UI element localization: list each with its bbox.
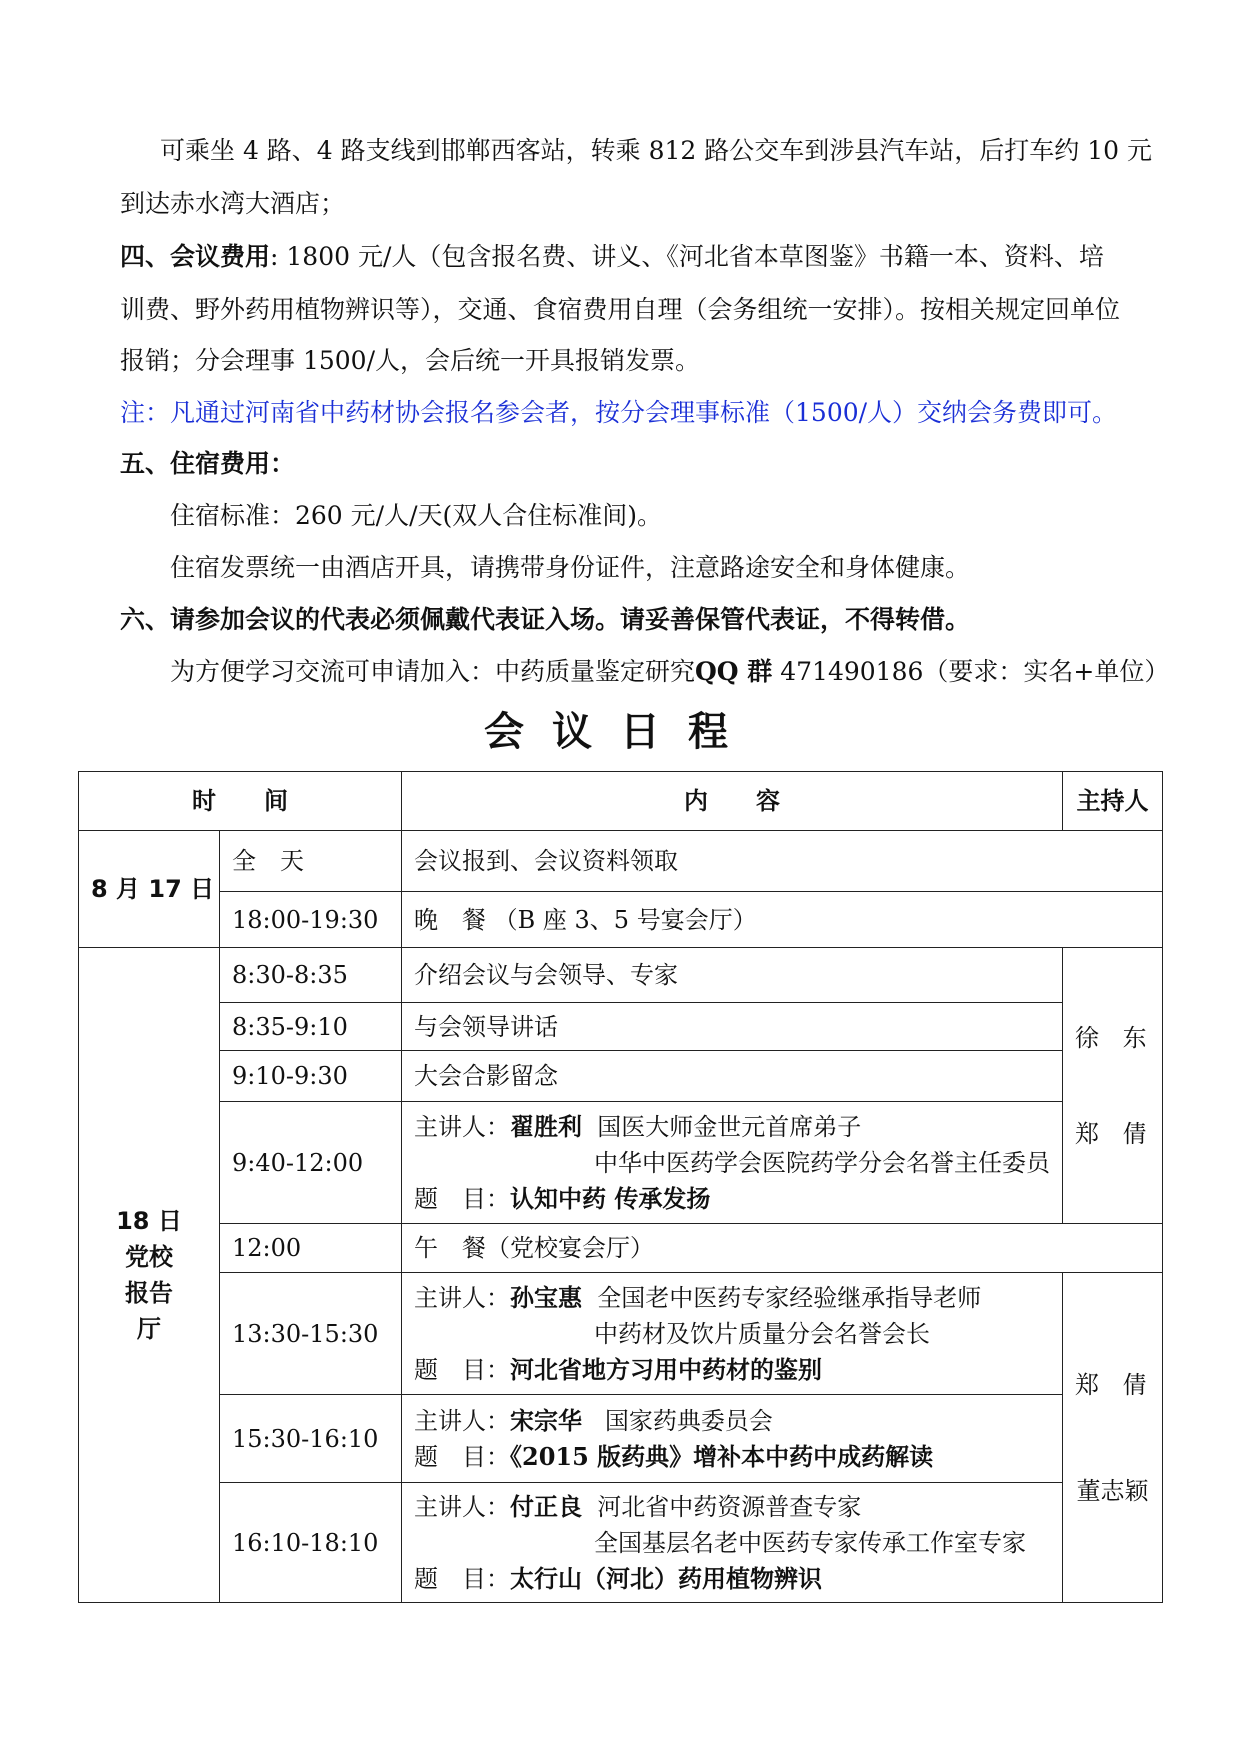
transport-line-1: 可乘坐 4 路、4 路支线到邯郸西客站，转乘 812 路公交车到涉县汽车站，后打车约 10 元 [160,136,1152,165]
topic: 河北省地方习用中药材的鉴别 [510,1354,822,1384]
topic-label: 题 目： [414,1564,510,1593]
lecture-cell [402,1273,1063,1395]
header-host: 主持人 [1063,772,1163,831]
content-cell: 晚 餐 （B 座 3、5 号宴会厅） [402,892,1163,948]
table-row [79,831,1163,892]
time-cell: 15:30-16:10 [220,1395,402,1483]
fee-text: : 1800 元/人（包含报名费、讲义、《河北省本草图鉴》书籍一本、资料、培 [270,242,1104,271]
time-cell: 16:10-18:10 [220,1483,402,1603]
speaker-name: 付正良 [510,1491,582,1521]
table-row [79,1051,1163,1102]
fee-note: 注：凡通过河南省中药材协会报名参会者，按分会理事标准（1500/人）交纳会务费即可。 [120,398,1118,427]
speaker-title: 全国老中医药专家经验继承指导老师 [597,1283,982,1312]
lodging-standard: 住宿标准：260 元/人/天(双人合住标准间)。 [170,501,663,530]
lecture-cell [402,1102,1063,1224]
day-18-line: 党校 [125,1243,173,1271]
table-row [79,1395,1163,1483]
speaker-name: 宋宗华 [510,1405,582,1435]
time-cell: 8:35-9:10 [220,1003,402,1051]
day-18-line: 18 日 [116,1207,182,1235]
day-18-line: 厅 [137,1315,161,1343]
speaker-title: 中华中医药学会医院药学分会名誉主任委员 [594,1148,1050,1177]
speaker-title: 中药材及饮片质量分会名誉会长 [594,1319,930,1348]
time-cell: 12:00 [220,1224,402,1273]
table-row [79,948,1163,1003]
header-time: 时 间 [79,772,402,831]
speaker-name: 翟胜利 [510,1111,582,1141]
host-name: 董志颖 [1076,1476,1149,1505]
host-name: 郑 倩 [1075,1119,1155,1148]
table-row [79,1224,1163,1273]
table-row [79,892,1163,948]
speaker-title: 国家药典委员会 [604,1406,773,1435]
speaker-title: 全国基层名老中医药专家传承工作室专家 [594,1528,1026,1557]
day-18-line: 报告 [125,1279,173,1307]
morning-hosts [1063,948,1163,1224]
time-cell: 13:30-15:30 [220,1273,402,1395]
table-row [79,1003,1163,1051]
speaker-label: 主讲人： [414,1406,510,1435]
time-cell: 9:40-12:00 [220,1102,402,1224]
speaker-title: 河北省中药资源普查专家 [597,1492,862,1521]
header-row [79,772,1163,831]
speaker-title: 国医大师金世元首席弟子 [597,1112,862,1141]
topic: 《2015 版药典》增补本中药中成药解读 [510,1441,934,1471]
item-six [120,603,970,637]
topic-label: 题 目： [414,1355,510,1384]
content-cell: 大会合影留念 [402,1051,1063,1102]
content-cell: 会议报到、会议资料领取 [402,831,1163,892]
host-name: 郑 倩 [1075,1370,1155,1399]
time-cell: 18:00-19:30 [220,892,402,948]
day-18-label [79,948,220,1603]
schedule-title: 会议日程 [484,709,756,755]
speaker-name: 孙宝惠 [510,1282,582,1312]
speaker-label: 主讲人： [414,1492,510,1521]
table-row [79,1273,1163,1395]
lodging-heading: 五、住宿费用： [120,449,296,478]
schedule-table [78,771,1163,1603]
qq-number: 471490186（要求：实名+单位） [772,657,1170,686]
table-row [79,1102,1163,1224]
topic: 认知中药 传承发扬 [510,1183,711,1213]
time-cell: 8:30-8:35 [220,948,402,1003]
lecture-cell [402,1483,1063,1603]
qq-prefix: 为方便学习交流可申请加入：中药质量鉴定研究 [170,657,696,686]
time-cell: 9:10-9:30 [220,1051,402,1102]
fee-heading: 四、会议费用 [120,242,271,271]
fee-line-2: 训费、野外药用植物辨识等），交通、食宿费用自理（会务组统一安排）。按相关规定回单位 [120,295,1121,324]
qq-label: QQ 群 [695,657,773,686]
host-name: 徐 东 [1075,1023,1155,1052]
topic-label: 题 目： [414,1184,510,1213]
day-17-label: 8 月 17 日 [79,831,220,948]
lecture-cell [402,1395,1063,1483]
header-content: 内 容 [402,772,1063,831]
qq-group-line [170,655,1169,689]
fee-line-1 [120,240,1104,274]
topic-label: 题 目： [414,1442,510,1471]
speaker-label: 主讲人： [414,1283,510,1312]
item-six-text: 六、请参加会议的代表必须佩戴代表证入场。请妥善保管代表证，不得转借。 [120,605,971,634]
time-cell: 全 天 [220,831,402,892]
content-cell: 与会领导讲话 [402,1003,1063,1051]
afternoon-hosts [1063,1273,1163,1603]
content-cell: 午 餐（党校宴会厅） [402,1224,1163,1273]
content-cell: 介绍会议与会领导、专家 [402,948,1063,1003]
table-row [79,1483,1163,1603]
topic: 太行山（河北）药用植物辨识 [510,1563,822,1593]
fee-line-3: 报销；分会理事 1500/人，会后统一开具报销发票。 [120,346,700,375]
transport-line-2: 到达赤水湾大酒店； [120,189,346,218]
lodging-invoice: 住宿发票统一由酒店开具，请携带身份证件，注意路途安全和身体健康。 [170,553,971,582]
speaker-label: 主讲人： [414,1112,510,1141]
